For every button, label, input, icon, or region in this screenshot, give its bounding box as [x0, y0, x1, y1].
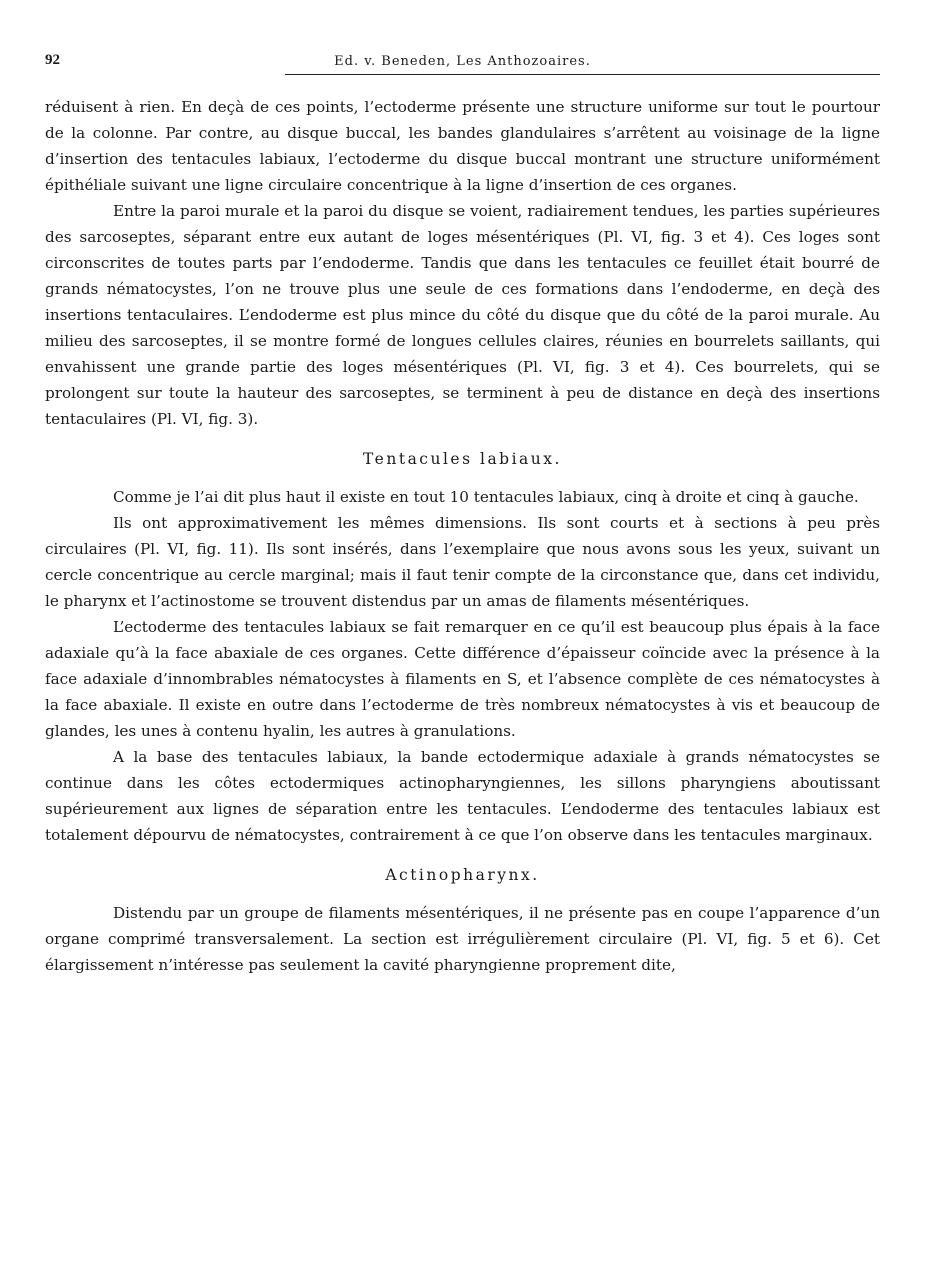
body-text	[45, 94, 880, 978]
header-rule	[285, 74, 880, 75]
section-heading: Actinopharynx.	[385, 866, 540, 884]
section-heading: Tentacules labiaux.	[363, 450, 562, 468]
paragraph: Entre la paroi murale et la paroi du disque se voient, radiairement tendues, les parties supérieures des sarcoseptes, séparant entre eux autant de loges mésentériques (Pl. VI, fig. 3 et 4). Ces loges sont circonscrites de toutes parts par l’endoderme. Tandis que dans les tentacules ce feuillet était bourré de grands nématocystes, l’on ne trouve plus une seule de ces formations dans l’endoderme, en deçà des insertions tentaculaires. L’endoderme est plus mince du côté du disque que du côté de la paroi murale. Au milieu des sarcoseptes, il se montre formé de longues cellules claires, réunies en bourrelets saillants, qui envahissent une grande partie des loges mésentériques (Pl. VI, fig. 3 et 4). Ces bourrelets, qui se prolongent sur toute la hauteur des sarcoseptes, se terminent à peu de distance en deçà des insertions tentaculaires (Pl. VI, fig. 3).	[45, 202, 880, 428]
paragraph: L’ectoderme des tentacules labiaux se fait remarquer en ce qu’il est beaucoup plus épais à la face adaxiale qu’à la face abaxiale de ces organes. Cette différence d’épaisseur coïncide avec la présence à la face adaxiale d’innombrables nématocystes à filaments en S, et l’absence complète de ces nématocystes à la face abaxiale. Il existe en outre dans l’ectoderme de très nombreux nématocystes à vis et beaucoup de glandes, les unes à contenu hyalin, les autres à granulations.	[45, 618, 880, 740]
document-page	[45, 44, 880, 978]
paragraph: réduisent à rien. En deçà de ces points, l’ectoderme présente une structure uniforme sur tout le pourtour de la colonne. Par contre, au disque buccal, les bandes glandulaires s’arrêtent au voisinage de la ligne d’insertion des tentacules labiaux, l’ectoderme du disque buccal montrant une structure uniformément épithéliale suivant une ligne circulaire concentrique à la ligne d’insertion de ces organes.	[45, 98, 880, 194]
paragraph: Ils ont approximativement les mêmes dimensions. Ils sont courts et à sections à peu près circulaires (Pl. VI, fig. 11). Ils sont insérés, dans l’exemplaire que nous avons sous les yeux, suivant un cercle concentrique au cercle marginal; mais il faut tenir compte de la circonstance que, dans cet individu, le pharynx et l’actinostome se trouvent distendus par un amas de filaments mésentériques.	[45, 514, 880, 610]
paragraph: A la base des tentacules labiaux, la bande ectodermique adaxiale à grands nématocystes se continue dans les côtes ectodermiques actinopharyngiennes, les sillons pharyngiens aboutissant supérieurement aux lignes de séparation entre les tentacules. L’endoderme des tentacules labiaux est totalement dépourvu de nématocystes, contrairement à ce que l’on observe dans les tentacules marginaux.	[45, 748, 880, 844]
running-title: Ed. v. Beneden, Les Anthozoaires.	[334, 54, 591, 69]
page-number: 92	[45, 52, 60, 68]
running-header	[45, 44, 880, 74]
paragraph: Comme je l’ai dit plus haut il existe en tout 10 tentacules labiaux, cinq à droite et cinq à gauche.	[113, 488, 859, 506]
paragraph: Distendu par un groupe de filaments mésentériques, il ne présente pas en coupe l’apparence d’un organe comprimé transversalement. La section est irrégulièrement circulaire (Pl. VI, fig. 5 et 6). Cet élargissement n’intéresse pas seulement la cavité pharyngienne proprement dite,	[45, 904, 880, 974]
